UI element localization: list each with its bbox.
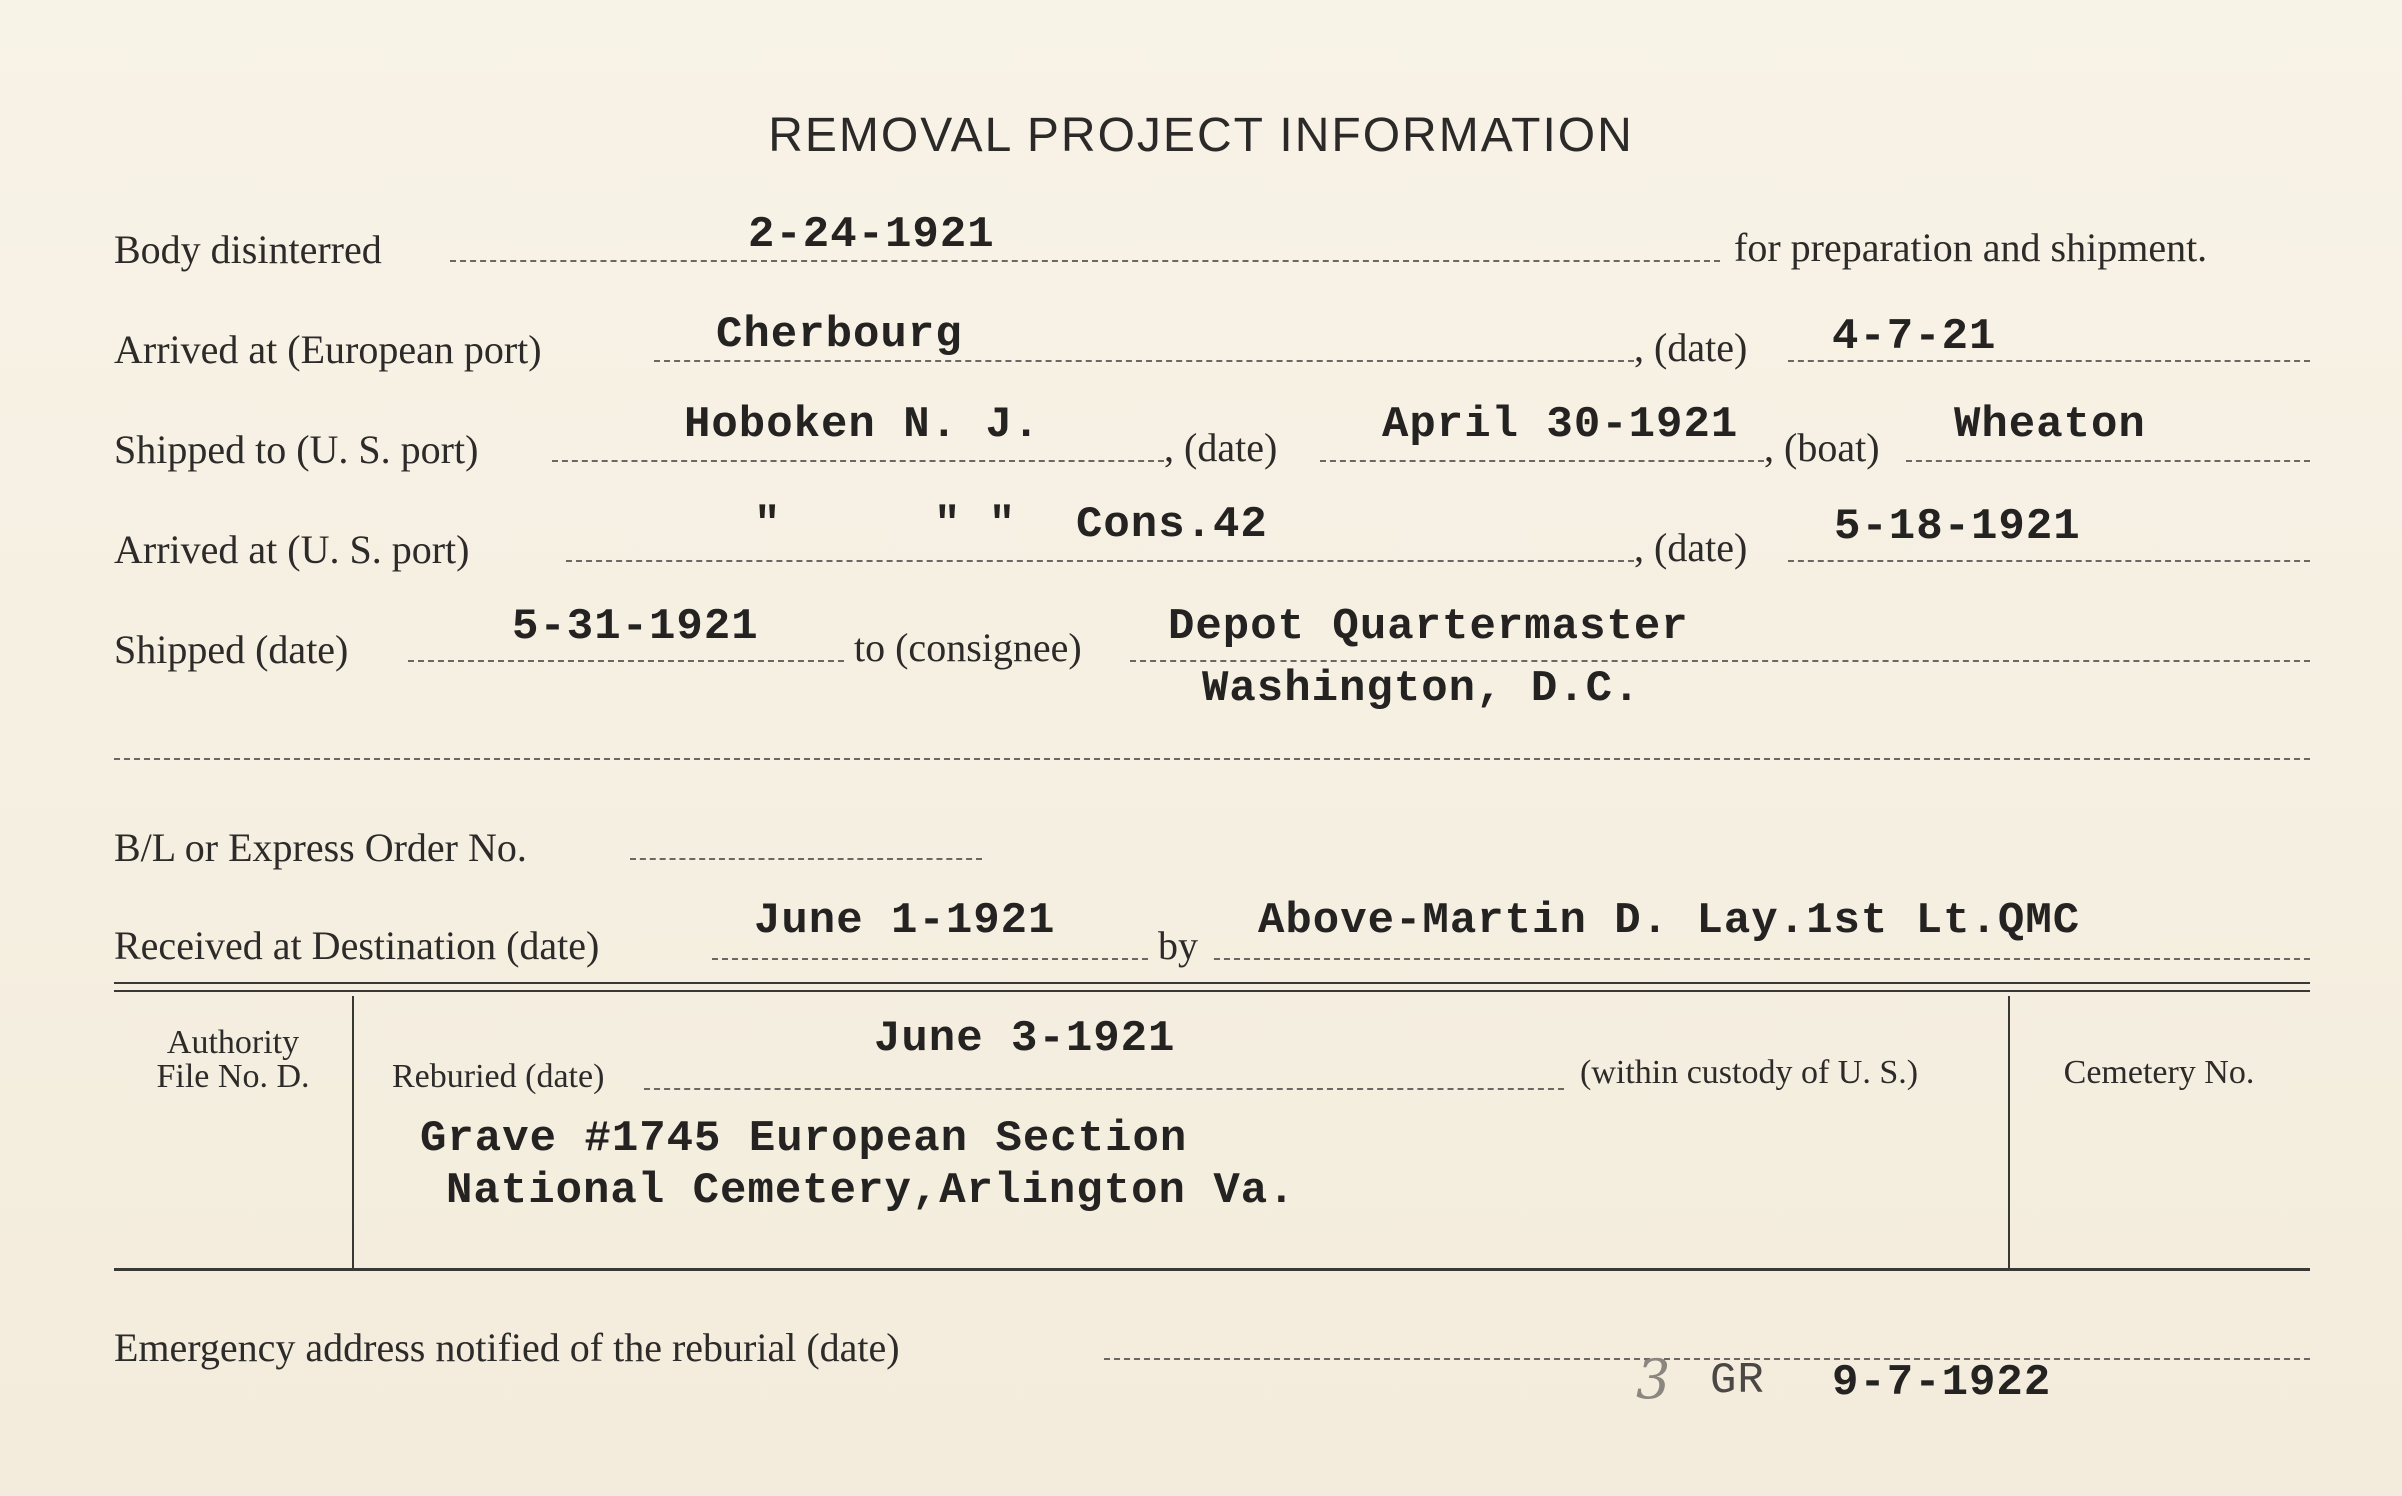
authority-line-2: File No. D. [156, 1058, 310, 1095]
shipped-us-port-line [552, 460, 1164, 462]
authority-file-label [114, 1026, 352, 1094]
cemetery-no-label: Cemetery No. [2063, 1054, 2255, 1091]
card-title: REMOVAL PROJECT INFORMATION [768, 109, 1634, 162]
blank-line [114, 758, 2310, 760]
shipped-date-value: 5-31-1921 [512, 602, 759, 652]
body-disinterred-suffix: for preparation and shipment. [1734, 225, 2208, 270]
shipped-us-port: Hoboken N. J. [684, 400, 1041, 450]
received-by-value: Above-Martin D. Lay.1st Lt.QMC [1258, 896, 2081, 946]
grave-line-2: National Cemetery,Arlington Va. [446, 1166, 1296, 1216]
pencil-mark: 3 [1636, 1348, 1671, 1411]
consignee-label: to (consignee) [854, 625, 1082, 670]
shipped-us-date: April 30-1921 [1382, 400, 1739, 450]
emergency-label: Emergency address notified of the reburial (date) [114, 1325, 900, 1370]
consignee-line-1: Depot Quartermaster [1168, 602, 1689, 652]
arrived-european-label: Arrived at (European port) [114, 327, 542, 372]
arrived-us-date: 5-18-1921 [1834, 502, 2081, 552]
bl-label: B/L or Express Order No. [114, 825, 527, 870]
consignee-line-2: Washington, D.C. [1202, 664, 1641, 714]
arrived-european-date-label: , (date) [1634, 325, 1748, 370]
arrived-us-port-note: Cons.42 [1076, 500, 1268, 550]
arrived-european-port: Cherbourg [716, 310, 963, 360]
arrived-us-ditto-2: " " [934, 500, 1017, 550]
received-date: June 1-1921 [754, 896, 1056, 946]
shipped-us-date-line [1320, 460, 1764, 462]
arrived-european-date: 4-7-21 [1832, 312, 1997, 362]
body-disinterred-value: 2-24-1921 [748, 210, 995, 260]
arrived-us-port-line [566, 560, 1634, 562]
arrived-us-date-line [1788, 560, 2310, 562]
box-top-rule-2 [114, 990, 2310, 992]
box-bottom-rule [114, 1268, 2310, 1271]
consignee-line [1130, 660, 2310, 662]
shipped-us-boat: Wheaton [1954, 400, 2146, 450]
arrived-us-ditto-1: " [754, 500, 782, 550]
shipped-us-label: Shipped to (U. S. port) [114, 427, 479, 472]
box-divider-left [352, 996, 354, 1268]
received-date-line [712, 958, 1148, 960]
shipped-us-date-label: , (date) [1164, 425, 1278, 470]
emergency-date: 9-7-1922 [1832, 1358, 2052, 1408]
emergency-initials: GR [1710, 1356, 1765, 1406]
bl-line [630, 858, 982, 860]
shipped-date-label: Shipped (date) [114, 627, 349, 672]
shipped-date-line [408, 660, 844, 662]
reburied-line [644, 1088, 1564, 1090]
received-by-line [1214, 958, 2310, 960]
box-divider-right [2008, 996, 2010, 1268]
box-top-rule-1 [114, 982, 2310, 984]
body-disinterred-line [450, 260, 1720, 262]
arrived-european-port-line [654, 360, 1634, 362]
arrived-us-label: Arrived at (U. S. port) [114, 527, 470, 572]
grave-line-1: Grave #1745 European Section [420, 1114, 1188, 1164]
arrived-us-date-label: , (date) [1634, 525, 1748, 570]
shipped-us-boat-line [1906, 460, 2310, 462]
received-label: Received at Destination (date) [114, 923, 600, 968]
shipped-us-boat-label: , (boat) [1764, 425, 1880, 470]
emergency-line [1104, 1358, 2310, 1360]
authority-line-1: Authority [166, 1024, 300, 1061]
reburied-date: June 3-1921 [874, 1014, 1176, 1064]
received-by-label: by [1158, 923, 1198, 968]
body-disinterred-label: Body disinterred [114, 227, 382, 272]
custody-label: (within custody of U. S.) [1580, 1054, 1919, 1091]
reburied-label: Reburied (date) [392, 1058, 605, 1095]
